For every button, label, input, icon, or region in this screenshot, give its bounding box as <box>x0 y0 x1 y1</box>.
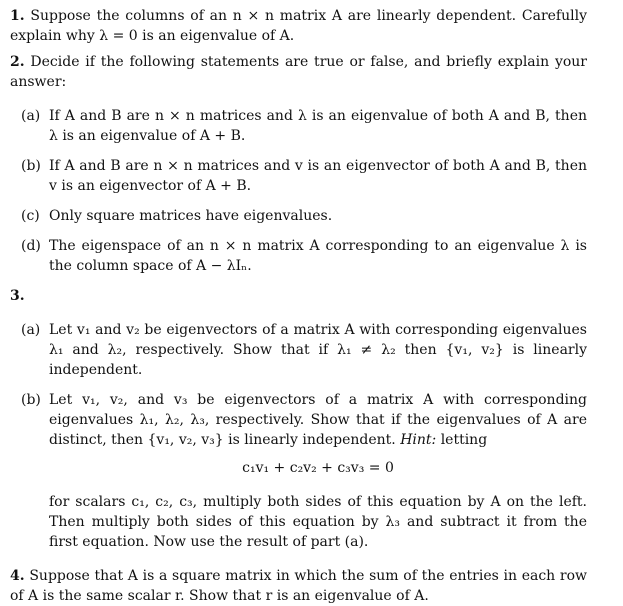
problem-2a-label: (a) <box>21 108 41 124</box>
problem-3b-text-after: for scalars c₁, c₂, c₃, multiply both sides of this equation by A on the left. Then multiply both sides of this equation by λ₃ and subtract it from the first equation. Now use the result of part (a). <box>49 494 587 550</box>
problem-3b-body <box>49 390 587 552</box>
problem-4-text: Suppose that A is a square matrix in which the sum of the entries in each row of A is the same scalar r. Show that r is an eigenvalue of A. <box>10 568 587 604</box>
problem-2c <box>21 206 587 226</box>
problem-2b-label: (b) <box>21 158 41 174</box>
problem-3a-text: Let v₁ and v₂ be eigenvectors of a matrix A with corresponding eigenvalues λ₁ and λ₂, respectively. Show that if λ₁ ≠ λ₂ then {v₁, v₂} is linearly independent. <box>49 322 587 378</box>
problem-3-number: 3. <box>10 288 25 304</box>
problem-3b-equation: c₁v₁ + c₂v₂ + c₃v₃ = 0 <box>242 460 394 476</box>
problem-2c-label: (c) <box>21 208 40 224</box>
problem-2a <box>21 106 587 146</box>
problem-1-number: 1. <box>10 8 25 24</box>
problem-2-text: Decide if the following statements are true or false, and briefly explain your answer: <box>10 54 587 90</box>
problem-2a-text: If A and B are n × n matrices and λ is an eigenvalue of both A and B, then λ is an eigenvalue of A + B. <box>49 108 587 144</box>
problem-3b-label: (b) <box>21 392 41 408</box>
problem-2b <box>21 156 587 196</box>
problem-1-text: Suppose the columns of an n × n matrix A are linearly dependent. Carefully explain why λ = 0 is an eigenvalue of A. <box>10 8 587 44</box>
problem-4 <box>10 566 587 606</box>
problem-3b-hint-text: letting <box>440 432 488 448</box>
problem-3b-hint-label: Hint: <box>400 432 437 448</box>
problem-3a-label: (a) <box>21 322 41 338</box>
problem-3-parts <box>10 320 587 552</box>
problem-3a <box>21 320 587 380</box>
problem-3 <box>10 286 587 306</box>
problem-4-number: 4. <box>10 568 25 584</box>
problem-3b <box>21 390 587 552</box>
problem-3b-text: Let v₁, v₂, and v₃ be eigenvectors of a matrix A with corresponding eigenvalues λ₁, λ₂, λ₃, respectively. Show that if the eigenvalues of A are distinct, then {v₁, v₂, v₃} is linearly independent. <box>49 392 587 448</box>
problem-2-number: 2. <box>10 54 25 70</box>
problem-1 <box>10 6 587 46</box>
problem-2 <box>10 52 587 92</box>
problem-2d <box>21 236 587 276</box>
problem-2-statements <box>10 106 587 276</box>
problem-2d-label: (d) <box>21 238 41 254</box>
problem-2c-text: Only square matrices have eigenvalues. <box>49 208 333 224</box>
problem-2d-text: The eigenspace of an n × n matrix A corresponding to an eigenvalue λ is the column space of A − λIₙ. <box>49 238 587 274</box>
problem-2b-text: If A and B are n × n matrices and v is an eigenvector of both A and B, then v is an eigenvector of A + B. <box>49 158 587 194</box>
